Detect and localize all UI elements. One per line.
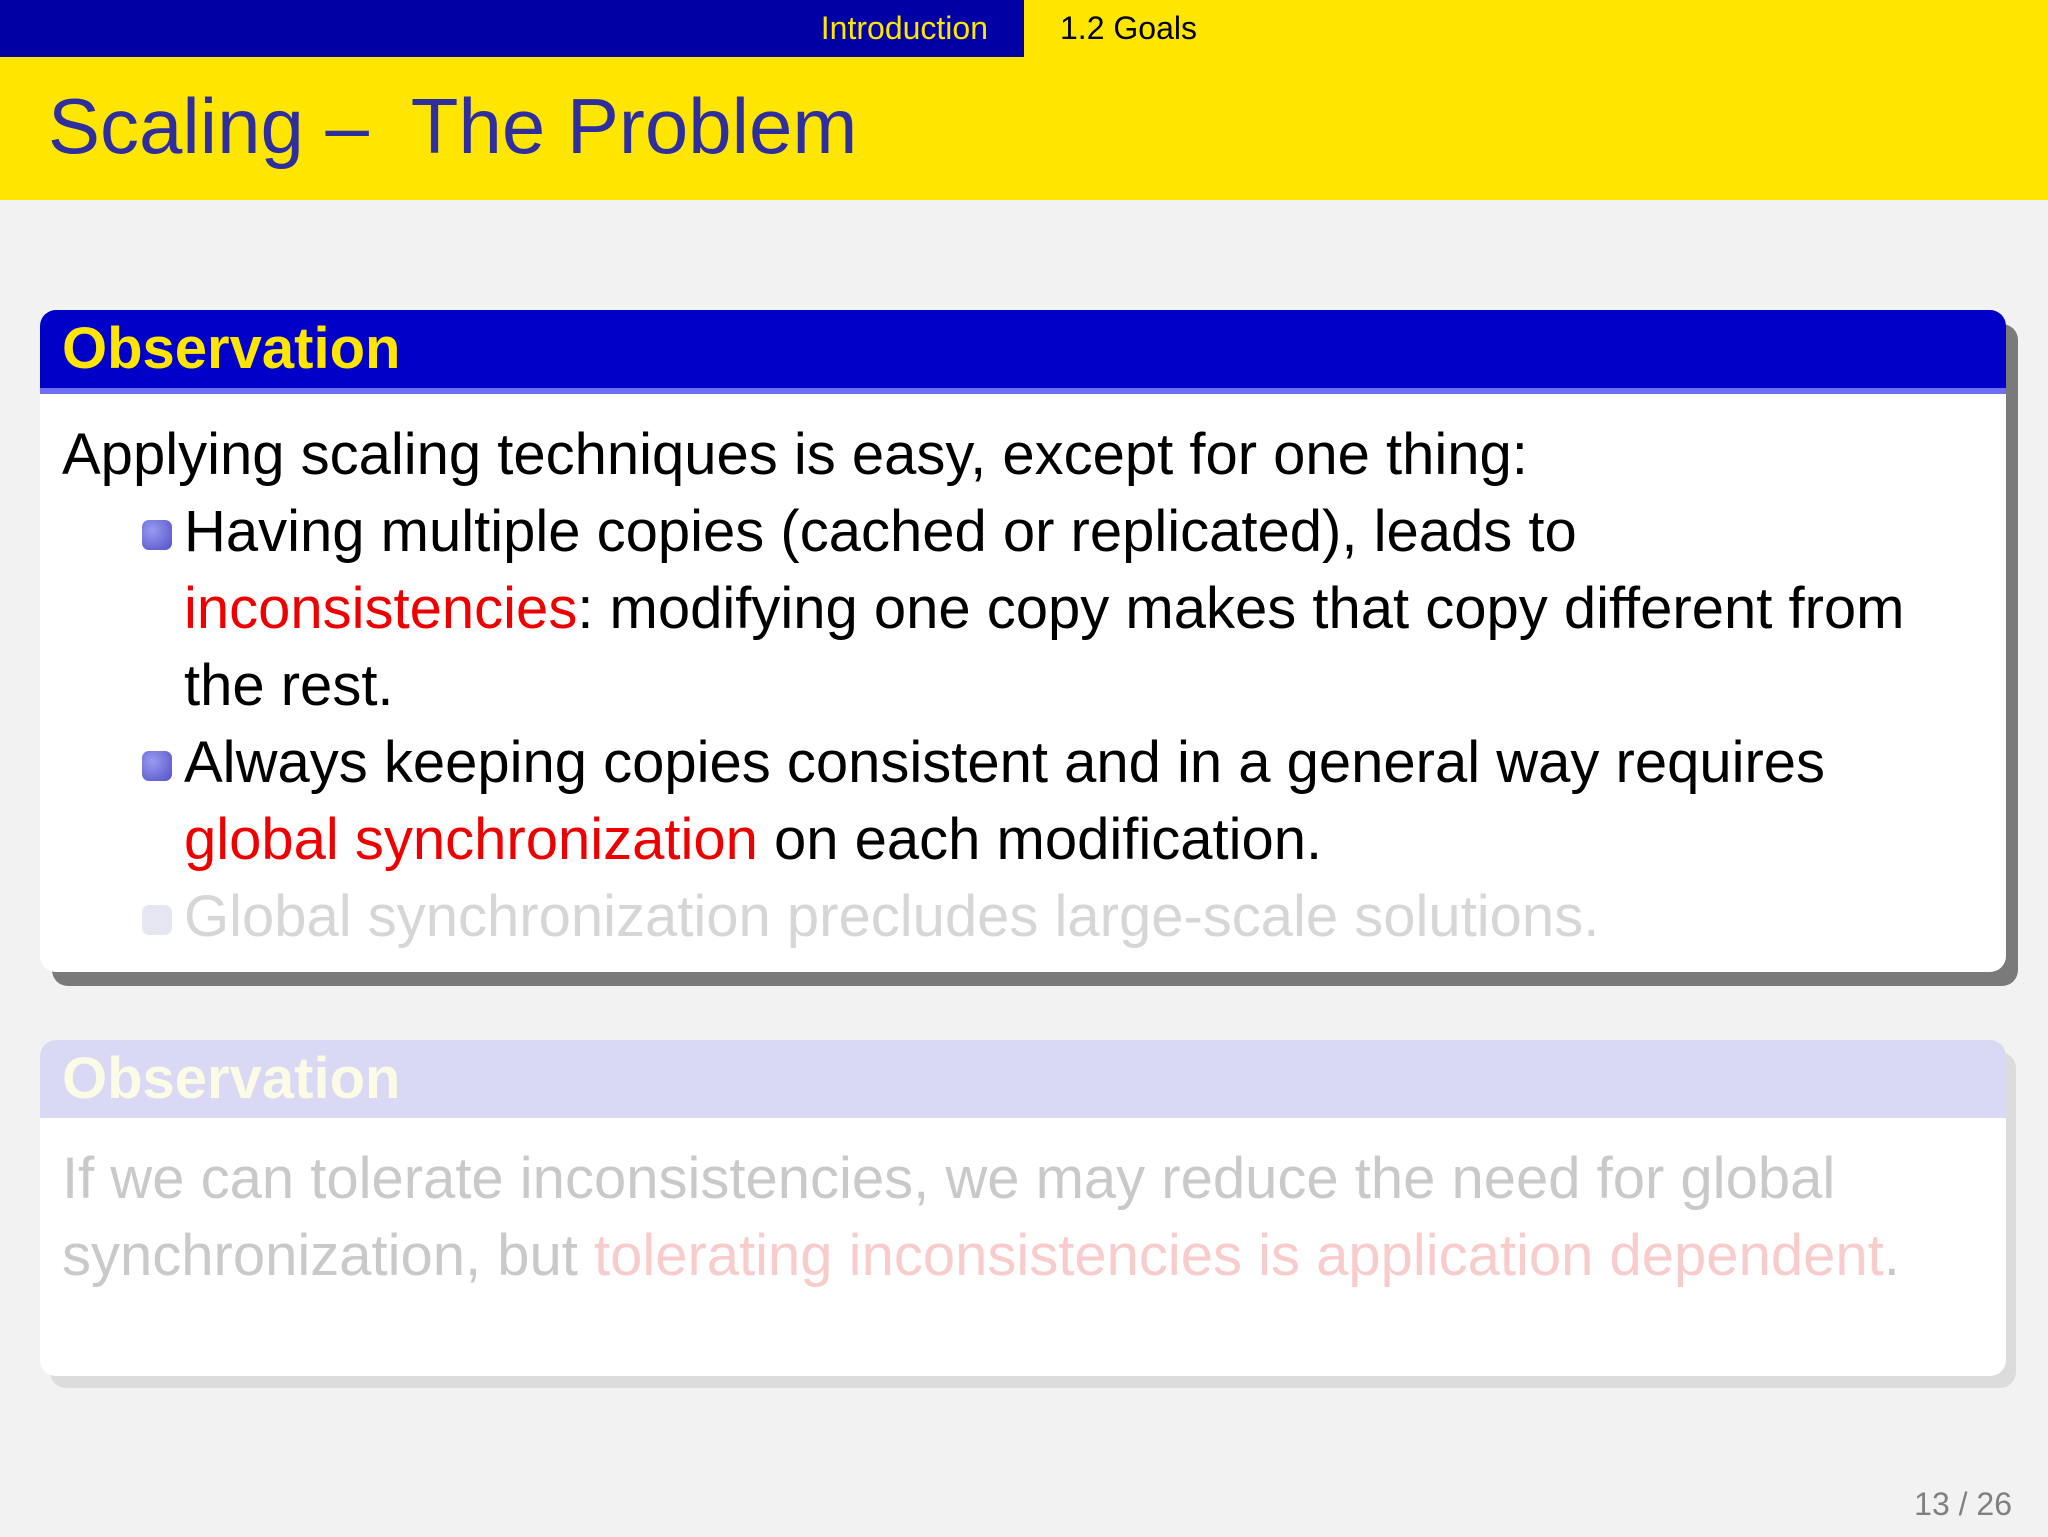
observation-block-2-body bbox=[40, 1118, 2006, 1322]
observation-block-1-body bbox=[40, 394, 2006, 983]
observation-2-text-end: . bbox=[1883, 1223, 1900, 1288]
header-subsection-link[interactable]: 1.2 Goals bbox=[1060, 10, 1197, 46]
observation-block-1-title: Observation bbox=[62, 316, 401, 381]
list-item bbox=[62, 724, 1984, 878]
list-item bbox=[62, 493, 1984, 724]
observation-2-highlight: tolerating inconsistencies is application dependent bbox=[593, 1223, 1884, 1288]
observation-block-2-header bbox=[40, 1040, 2006, 1118]
observation-block-2-title: Observation bbox=[62, 1046, 401, 1111]
bullet-3-text: Global synchronization precludes large-scale solutions. bbox=[184, 884, 1600, 949]
bullet-2-highlight: global synchronization bbox=[184, 807, 758, 872]
observation-2-text: If we can tolerate inconsistencies, we may reduce the need for global synchronization, but bbox=[62, 1146, 1836, 1288]
slide-content bbox=[0, 200, 2048, 1537]
observation-block-1 bbox=[40, 310, 2006, 972]
header-bar bbox=[0, 0, 2048, 57]
bullet-1-text: Having multiple copies (cached or replicated), leads to bbox=[184, 499, 1577, 564]
bullet-1-text-end: : modifying one copy makes that copy different from the rest. bbox=[184, 576, 1905, 718]
list-item bbox=[62, 878, 1984, 955]
bullet-2-text-end: on each modification. bbox=[757, 807, 1323, 872]
observation-block-2 bbox=[40, 1040, 2006, 1376]
bullet-icon bbox=[142, 905, 172, 935]
bullet-icon bbox=[142, 520, 172, 550]
header-section-area bbox=[0, 0, 1024, 57]
bullet-2-text: Always keeping copies consistent and in a general way requires bbox=[184, 730, 1826, 795]
header-subsection-area bbox=[1024, 0, 2048, 57]
slide-title: Scaling – The Problem bbox=[48, 82, 858, 170]
title-bar bbox=[0, 57, 2048, 200]
header-section-link[interactable]: Introduction bbox=[820, 10, 988, 46]
bullet-icon bbox=[142, 751, 172, 781]
bullet-list bbox=[62, 493, 1984, 955]
observation-intro: Applying scaling techniques is easy, except for one thing: bbox=[62, 422, 1528, 487]
observation-block-1-header bbox=[40, 310, 2006, 394]
bullet-1-highlight: inconsistencies bbox=[184, 576, 578, 641]
page-number: 13 / 26 bbox=[1914, 1486, 2012, 1522]
